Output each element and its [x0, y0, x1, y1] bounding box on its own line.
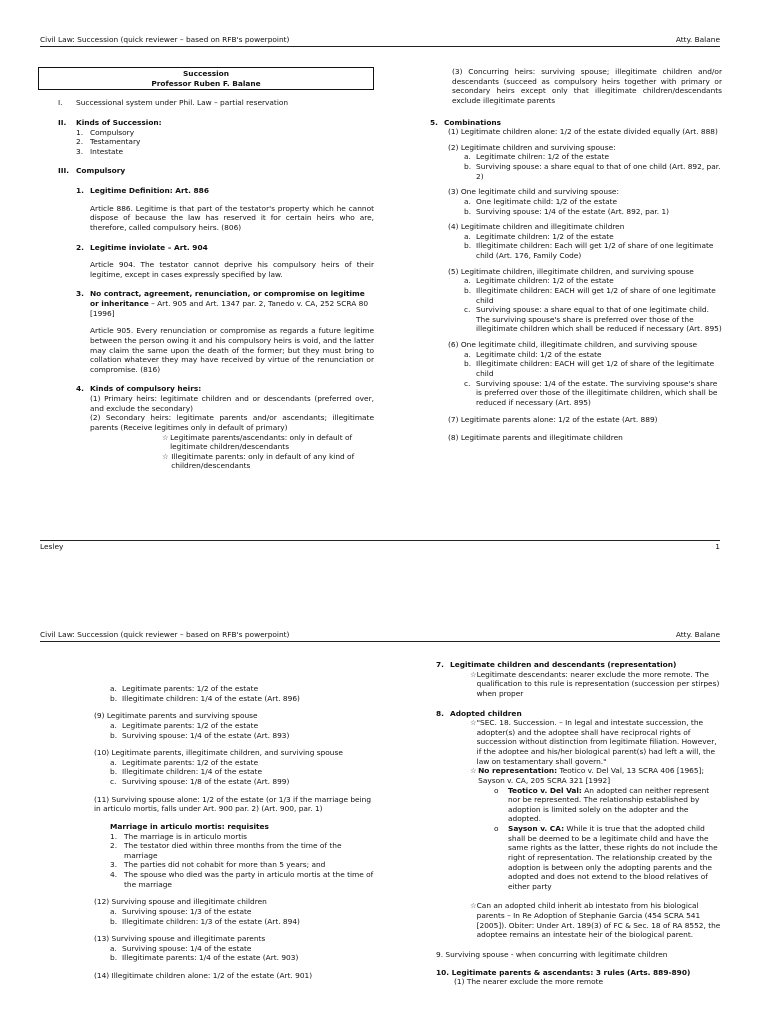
surviving-spouse-item: 9. Surviving spouse - when concurring with legitimate children [436, 949, 668, 959]
art-886-text: Article 886. Legitime is that part of the testator's property which he cannot dispose of because the law has reserved it for certain heirs who are, therefore, called compulsory heirs. (806) [90, 203, 374, 232]
right-column: 7. Legitimate children and descendants (representation) ☆ Legitimate descendants: nearer exclude the more remote. The qualification to this rule is representation (succession per stirpes) when proper 8. Adopted children ☆ "SEC. 18. Succession. – In legal and intestate succession, the adopter(s) and the adoptee shall have reciprocal rights of succession without distinction from legitimate filiation. However, if the adoptee and his/her biological parent(s) had left a will, the law on testamentary shall govern." ☆ No representation: Teotico v. Del Val, 13 SCRA 406 [1965]; Sayson v. CA, 205 SCRA 321 [1992] o Teotico v. Del Val: An adopted can neither represent nor be represented. The relationship established by adoption is limited solely on the adopter and the adopted. o Sayson v. CA: While it is true that the adopted child shall be deemed to be a legitimate child and have the same rights as the latter, these rights do not include the right of representation. The relationship created by the adoption is between only the adopting parents and the adopted and does not extend to the blood relatives of either party ☆ Can an adopted child inherit ab intestato from his biological parents – In Re Adoption of Stephanie Garcia (454 SCRA 541 [2005]). Obiter: Under Art. 189(3) of FC & Sec. 18 of RA 8552, the adoptee remains an intestate heir of the biological parent. 9. Surviving spouse - when concurring with legitimate children 10. Legitimate parents & ascendants: 3 rules (Arts. 889-890) (1) The nearer exclude the more remote [436, 660, 721, 987]
star-bullet-icon: ☆ [470, 901, 477, 911]
page-header [40, 35, 720, 45]
combinations-continued: a. Legitimate parents: 1/2 of the estate b. Illegitimate children: 1/4 of the estate (Art. 896) (9) Legitimate parents and surviving spouse a. Legitimate parents: 1/2 of the estate b. Surviving spouse: 1/4 of the estate (Art. 893) (10) Legitimate parents, illegitimate children, and surviving spouse a. Legitimate parents: 1/2 of the estate b. Illegitimate children: 1/4 of the estate c. Surviving spouse: 1/8 of the estate (Art. 899) (11) Surviving spouse alone: 1/2 of the estate (or 1/3 if the marriage being in articulo mortis, falls under Art. 900 par. 2) (Art. 900, par. 1) Marriage in articulo mortis: requisites 1. The marriage is in articulo mortis 2. The testator died within three months from the time of the marriage 3. The parties did not cohabit for more than 5 years; and 4. The spouse who died was the party in articulo mortis at the time of the marriage (12) Surviving spouse and illegitimate children a. Surviving spouse: 1/3 of the estate b. Illegitimate children: 1/3 of the estate (Art. 894) (13) Surviving spouse and illegitimate parents a. Surviving spouse: 1/4 of the estate b. Illegitimate parents: 1/4 of the estate (Art. 903) (14) Illegitimate children alone: 1/2 of the estate (Art. 901) [94, 684, 374, 980]
header-left: Civil Law: Succession (quick reviewer – based on RFB's powerpoint) [40, 35, 290, 44]
section-ii-heading: II. Kinds of Succession: [58, 117, 162, 127]
marriage-requisites-heading: Marriage in articulo mortis: requisites [110, 821, 269, 831]
star-bullet-icon: ☆ [162, 432, 169, 442]
page-number: 1 [715, 542, 720, 551]
primary-heirs: (1) Primary heirs: legitimate children and or descendants (preferred over, and exclude the secondary) [90, 394, 374, 413]
section-i: I. Successional system under Phil. Law – partial reservation [58, 98, 289, 108]
section-iii-heading: III. Compulsory [58, 166, 126, 176]
title-box [38, 67, 374, 90]
header-rule [40, 641, 720, 642]
legitime-definition-heading: Legitime Definition: Art. 886 [90, 186, 209, 195]
star-bullet-icon: ☆ [470, 766, 477, 776]
kinds-list: 1. Compulsory 2. Testamentary 3. Intestate [76, 127, 141, 156]
footer-author: Lesley [40, 542, 64, 551]
legitimate-parents-heading: 10. Legitimate parents & ascendants: 3 rules (Arts. 889-890) [436, 967, 691, 977]
footer-rule [40, 540, 720, 541]
art-904-text: Article 904. The testator cannot deprive his compulsory heirs of their legitime, except in cases expressly specified by law. [90, 260, 374, 279]
section-iii-body: 1. Legitime Definition: Art. 886 Article 886. Legitime is that part of the testator's property which he cannot dispose of because the law has reserved it for certain heirs who are, therefore, called compulsory heirs. (806) 2. Legitime inviolate – Art. 904 Article 904. The testator cannot deprive his compulsory heirs of their legitime, except in cases expressly specified by law. 3. No contract, agreement, renunciation, or compromise on legitime or inheritance – Art. 905 and Art. 1347 par. 2, Tanedo v. CA, 252 SCRA 80 [1996] Article 905. Every renunciation or compromise as regards a future legitime between the person owing it and his compulsory heirs is void, and the latter may claim the same upon the death of the former; but they must bring to collation whatever they may have received by virtue of the renunciation or compromise. (816) 4. Kinds of compulsory heirs: (1) Primary heirs: legitimate children and or descendants (preferred over, and exclude the secondary) (2) Secondary heirs: legitimate parents and/or ascendants; illegitimate parents (Receive legitimes only in default of primary) ☆ Legitimate parents/ascendants: only in default of legitimate children/descendants ☆ Illegitimate parents: only in default of any kind of children/descendants [76, 186, 374, 471]
header-right: Atty. Balane [675, 35, 720, 44]
circle-bullet-icon: o [494, 824, 499, 833]
no-contract-heading: No contract, agreement, renunciation, or compromise on legitime or inheritance – Art. 905 and Art. 1347 par. 2, Tanedo v. CA, 252 SCRA 80 [1996] [90, 289, 369, 318]
left-column [44, 67, 374, 471]
secondary-heirs: (2) Secondary heirs: legitimate parents and/or ascendants; illegitimate parents (Receive legitimes only in default of primary) [90, 413, 374, 432]
art-905-text: Article 905. Every renunciation or compromise as regards a future legitime between the person owing it and his compulsory heirs is void, and the latter may claim the same upon the death of the former; but they must bring to collation whatever they may have received by virtue of the renunciation or compromise. (816) [90, 326, 374, 374]
header-rule [40, 46, 720, 47]
circle-bullet-icon: o [494, 785, 499, 795]
doc-subtitle: Professor Ruben F. Balane [151, 78, 261, 88]
doc-title: Succession [182, 69, 230, 78]
star-bullet-icon: ☆ [162, 451, 169, 461]
combinations-list: (1) Legitimate children alone: 1/2 of the estate divided equally (Art. 888) (2) Legitimate children and surviving spouse: a. Legitimate chilren: 1/2 of the estate b. Surviving spouse: a share equal to that of one child (Art. 892, par. 2) (3) One legitimate child and surviving spouse: a. One legitimate child: 1/2 of the estate b. Surviving spouse: 1/4 of the estate (Art. 892, par. 1) (4) Legitimate children and illegitimate children a. Legitimate children: 1/2 of the estate b. Illegitimate children: Each will get 1/2 of share of one legitimate child (Art. 176, Family Code) (5) Legitimate children, illegitimate children, and surviving spouse a. Legitimate children: 1/2 of the estate b. Illegitimate children: EACH will get 1/2 of share of one legitimate child c. Surviving spouse: a share equal to that of one legitimate child. The surviving spouse's share is preferred over those of the illegitimate children which shall be reduced if necessary (Art. 895) (6) One legitimate child, illegitimate children, and surviving spouse a. Legitimate child: 1/2 of the estate b. Illegitimate children: EACH will get 1/2 of share of the legitimate child c. Surviving spouse: 1/4 of the estate. The surviving spouse's share is preferred over those of the illegitimate children, which shall be reduced if necessary (Art. 895) (7) Legitimate parents alone: 1/2 of the estate (Art. 889) (8) Legitimate parents and illegitimate children [448, 127, 722, 442]
compulsory-heirs-heading: Kinds of compulsory heirs: [90, 384, 202, 394]
left-column [44, 684, 374, 981]
concurring-heirs: (3) Concurring heirs: surviving spouse; illegitimate children and/or descendants (succeed as compulsory heirs together with primary or secondary heirs except only that illegitimate children/descendants exclude illegitimate parents [452, 67, 722, 105]
adopted-children-heading: Adopted children [450, 708, 522, 718]
right-column: (3) Concurring heirs: surviving spouse; illegitimate children and/or descendants (succeed as compulsory heirs together with primary or secondary heirs except only that illegitimate children/descendants exclude illegitimate parents 5. Combinations (1) Legitimate children alone: 1/2 of the estate divided equally (Art. 888) (2) Legitimate children and surviving spouse: a. Legitimate chilren: 1/2 of the estate b. Surviving spouse: a share equal to that of one child (Art. 892, par. 2) (3) One legitimate child and surviving spouse: a. One legitimate child: 1/2 of the estate b. Surviving spouse: 1/4 of the estate (Art. 892, par. 1) (4) Legitimate children and illegitimate children a. Legitimate children: 1/2 of the estate b. Illegitimate children: Each will get 1/2 of share of one legitimate child (Art. 176, Family Code) (5) Legitimate children, illegitimate children, and surviving spouse a. Legitimate children: 1/2 of the estate b. Illegitimate children: EACH will get 1/2 of share of one legitimate child c. Surviving spouse: a share equal to that of one legitimate child. The surviving spouse's share is preferred over those of the illegitimate children which shall be reduced if necessary (Art. 895) (6) One legitimate child, illegitimate children, and surviving spouse a. Legitimate child: 1/2 of the estate b. Illegitimate children: EACH will get 1/2 of share of the legitimate child c. Surviving spouse: 1/4 of the estate. The surviving spouse's share is preferred over those of the illegitimate children, which shall be reduced if necessary (Art. 895) (7) Legitimate parents alone: 1/2 of the estate (Art. 889) (8) Legitimate parents and illegitimate children [430, 67, 722, 442]
legitime-inviolate-heading: Legitime inviolate – Art. 904 [90, 242, 208, 252]
star-bullet-icon: ☆ [470, 718, 477, 728]
representation-heading: Legitimate children and descendants (representation) [450, 660, 677, 669]
page-2 [0, 622, 768, 1024]
combinations-heading: Combinations [444, 117, 502, 127]
page-header: Civil Law: Succession (quick reviewer – based on RFB's powerpoint) Atty. Balane [40, 630, 720, 639]
star-bullet-icon: ☆ [470, 669, 477, 679]
